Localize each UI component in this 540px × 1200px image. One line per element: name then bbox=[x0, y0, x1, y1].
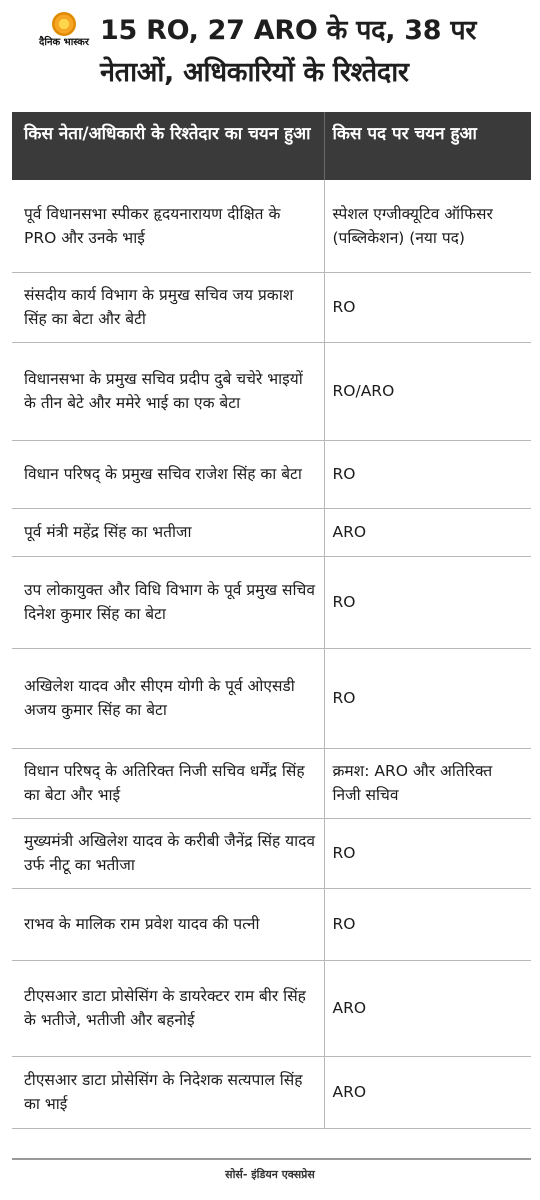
table-row bbox=[12, 508, 531, 556]
relative-cell: संसदीय कार्य विभाग के प्रमुख सचिव जय प्रकाश सिंह का बेटा और बेटी bbox=[12, 272, 324, 342]
table-header-row bbox=[12, 112, 531, 180]
table-row bbox=[12, 648, 531, 748]
header bbox=[12, 0, 531, 108]
relative-cell: टीएसआर डाटा प्रोसेसिंग के डायरेक्टर राम बीर सिंह के भतीजे, भतीजी और बहनोई bbox=[12, 960, 324, 1056]
table-row bbox=[12, 440, 531, 508]
table-row bbox=[12, 180, 531, 272]
post-cell: RO/ARO bbox=[324, 342, 531, 440]
relative-cell: टीएसआर डाटा प्रोसेसिंग के निदेशक सत्यपाल सिंह का भाई bbox=[12, 1056, 324, 1128]
headline bbox=[100, 10, 535, 94]
dainik-bhaskar-logo bbox=[34, 12, 94, 62]
headline-line-2: नेताओं, अधिकारियों के रिश्तेदार bbox=[100, 57, 409, 88]
headline-line-1: 15 RO, 27 ARO के पद, 38 पर bbox=[100, 15, 477, 46]
relative-cell: विधानसभा के प्रमुख सचिव प्रदीप दुबे चचेरे भाइयों के तीन बेटे और ममेरे भाई का एक बेटा bbox=[12, 342, 324, 440]
column-header-post: किस पद पर चयन हुआ bbox=[324, 112, 531, 180]
relative-cell: राभव के मालिक राम प्रवेश यादव की पत्नी bbox=[12, 888, 324, 960]
table-row bbox=[12, 748, 531, 818]
source-credit: सोर्स- इंडियन एक्सप्रेस bbox=[225, 1168, 315, 1181]
post-cell: RO bbox=[324, 556, 531, 648]
post-cell: ARO bbox=[324, 960, 531, 1056]
post-cell: स्पेशल एग्जीक्यूटिव ऑफिसर (पब्लिकेशन) (नया पद) bbox=[324, 180, 531, 272]
sun-icon bbox=[52, 12, 76, 36]
bottom-divider bbox=[12, 1158, 531, 1160]
post-cell: ARO bbox=[324, 508, 531, 556]
table-row bbox=[12, 272, 531, 342]
relative-cell: विधान परिषद् के प्रमुख सचिव राजेश सिंह का बेटा bbox=[12, 440, 324, 508]
relative-cell: पूर्व विधानसभा स्पीकर हृदयनारायण दीक्षित के PRO और उनके भाई bbox=[12, 180, 324, 272]
relative-cell: मुख्यमंत्री अखिलेश यादव के करीबी जैनेंद्र सिंह यादव उर्फ नीटू का भतीजा bbox=[12, 818, 324, 888]
column-header-relative: किस नेता/अधिकारी के रिश्तेदार का चयन हुआ bbox=[12, 112, 324, 180]
relative-cell: पूर्व मंत्री महेंद्र सिंह का भतीजा bbox=[12, 508, 324, 556]
table-row bbox=[12, 960, 531, 1056]
relative-cell: अखिलेश यादव और सीएम योगी के पूर्व ओएसडी अजय कुमार सिंह का बेटा bbox=[12, 648, 324, 748]
table-row bbox=[12, 556, 531, 648]
post-cell: RO bbox=[324, 648, 531, 748]
post-cell: RO bbox=[324, 272, 531, 342]
post-cell: RO bbox=[324, 888, 531, 960]
table-row bbox=[12, 342, 531, 440]
post-cell: क्रमश: ARO और अतिरिक्त निजी सचिव bbox=[324, 748, 531, 818]
relative-cell: उप लोकायुक्त और विधि विभाग के पूर्व प्रमुख सचिव दिनेश कुमार सिंह का बेटा bbox=[12, 556, 324, 648]
post-cell: RO bbox=[324, 440, 531, 508]
relative-cell: विधान परिषद् के अतिरिक्त निजी सचिव धर्मेंद्र सिंह का बेटा और भाई bbox=[12, 748, 324, 818]
logo-text: दैनिक भास्कर bbox=[39, 37, 89, 48]
table-row bbox=[12, 888, 531, 960]
table-row bbox=[12, 1056, 531, 1128]
relatives-table bbox=[12, 112, 531, 1129]
table-row bbox=[12, 818, 531, 888]
post-cell: RO bbox=[324, 818, 531, 888]
post-cell: ARO bbox=[324, 1056, 531, 1128]
